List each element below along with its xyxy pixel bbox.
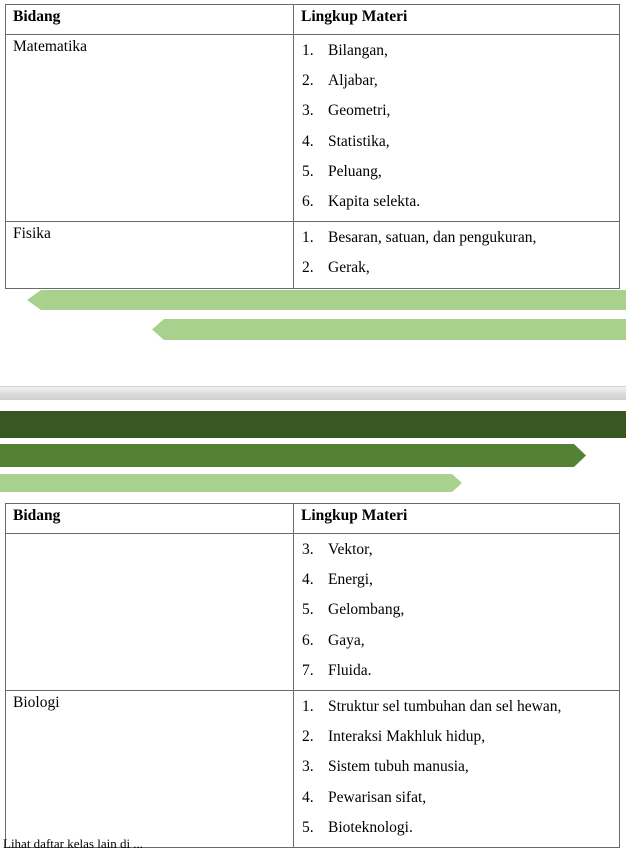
decorative-arrow-light <box>0 474 462 492</box>
table-row <box>6 222 620 288</box>
lingkup-cell <box>294 222 620 288</box>
list-item: 5. Bioteknologi. <box>302 818 413 836</box>
list-item: 2. Aljabar, <box>302 72 378 90</box>
list-item: 3. Vektor, <box>302 541 373 558</box>
decorative-arrow-light <box>27 290 626 310</box>
cut-off-caption: Lihat daftar kelas lain di ... <box>3 836 144 851</box>
materi-table-1 <box>5 4 620 289</box>
list-item: 5. Peluang, <box>302 162 382 180</box>
list-item: 6. Kapita selekta. <box>302 192 421 210</box>
materi-list <box>294 222 619 287</box>
table-header-row <box>6 504 620 534</box>
list-item: 1. Struktur sel tumbuhan dan sel hewan, <box>302 697 562 715</box>
header-bidang: Bidang <box>6 5 294 35</box>
table-header-row <box>6 5 620 35</box>
bidang-cell: Matematika <box>6 35 294 222</box>
bidang-cell <box>6 534 294 691</box>
list-item: 3. Sistem tubuh manusia, <box>302 758 469 776</box>
materi-list <box>294 35 619 221</box>
materi-list <box>294 691 619 847</box>
list-item: 6. Gaya, <box>302 631 365 649</box>
table-row <box>6 690 620 847</box>
decorative-arrow-light <box>152 319 626 340</box>
list-item: 4. Statistika, <box>302 132 390 150</box>
table-row <box>6 534 620 691</box>
header-bidang: Bidang <box>6 504 294 534</box>
list-item: 2. Interaksi Makhluk hidup, <box>302 728 486 746</box>
lingkup-cell <box>294 534 620 691</box>
page-break-divider <box>0 386 626 400</box>
list-item: 1. Besaran, satuan, dan pengukuran, <box>302 229 537 247</box>
bidang-cell: Biologi <box>6 690 294 847</box>
bidang-cell: Fisika <box>6 222 294 288</box>
materi-list <box>294 534 619 690</box>
list-item: 3. Geometri, <box>302 102 391 120</box>
list-item: 2. Gerak, <box>302 259 370 277</box>
header-lingkup-materi: Lingkup Materi <box>294 5 620 35</box>
list-item: 4. Pewarisan sifat, <box>302 788 427 806</box>
header-lingkup-materi: Lingkup Materi <box>294 504 620 534</box>
list-item: 4. Energi, <box>302 571 373 589</box>
lingkup-cell <box>294 690 620 847</box>
table-row <box>6 35 620 222</box>
decorative-arrow-mid <box>0 444 586 467</box>
list-item: 7. Fluida. <box>302 661 372 679</box>
materi-table-2 <box>5 503 620 848</box>
decorative-band-dark <box>0 411 626 438</box>
list-item: 5. Gelombang, <box>302 601 405 619</box>
lingkup-cell <box>294 35 620 222</box>
list-item: 1. Bilangan, <box>302 42 388 59</box>
